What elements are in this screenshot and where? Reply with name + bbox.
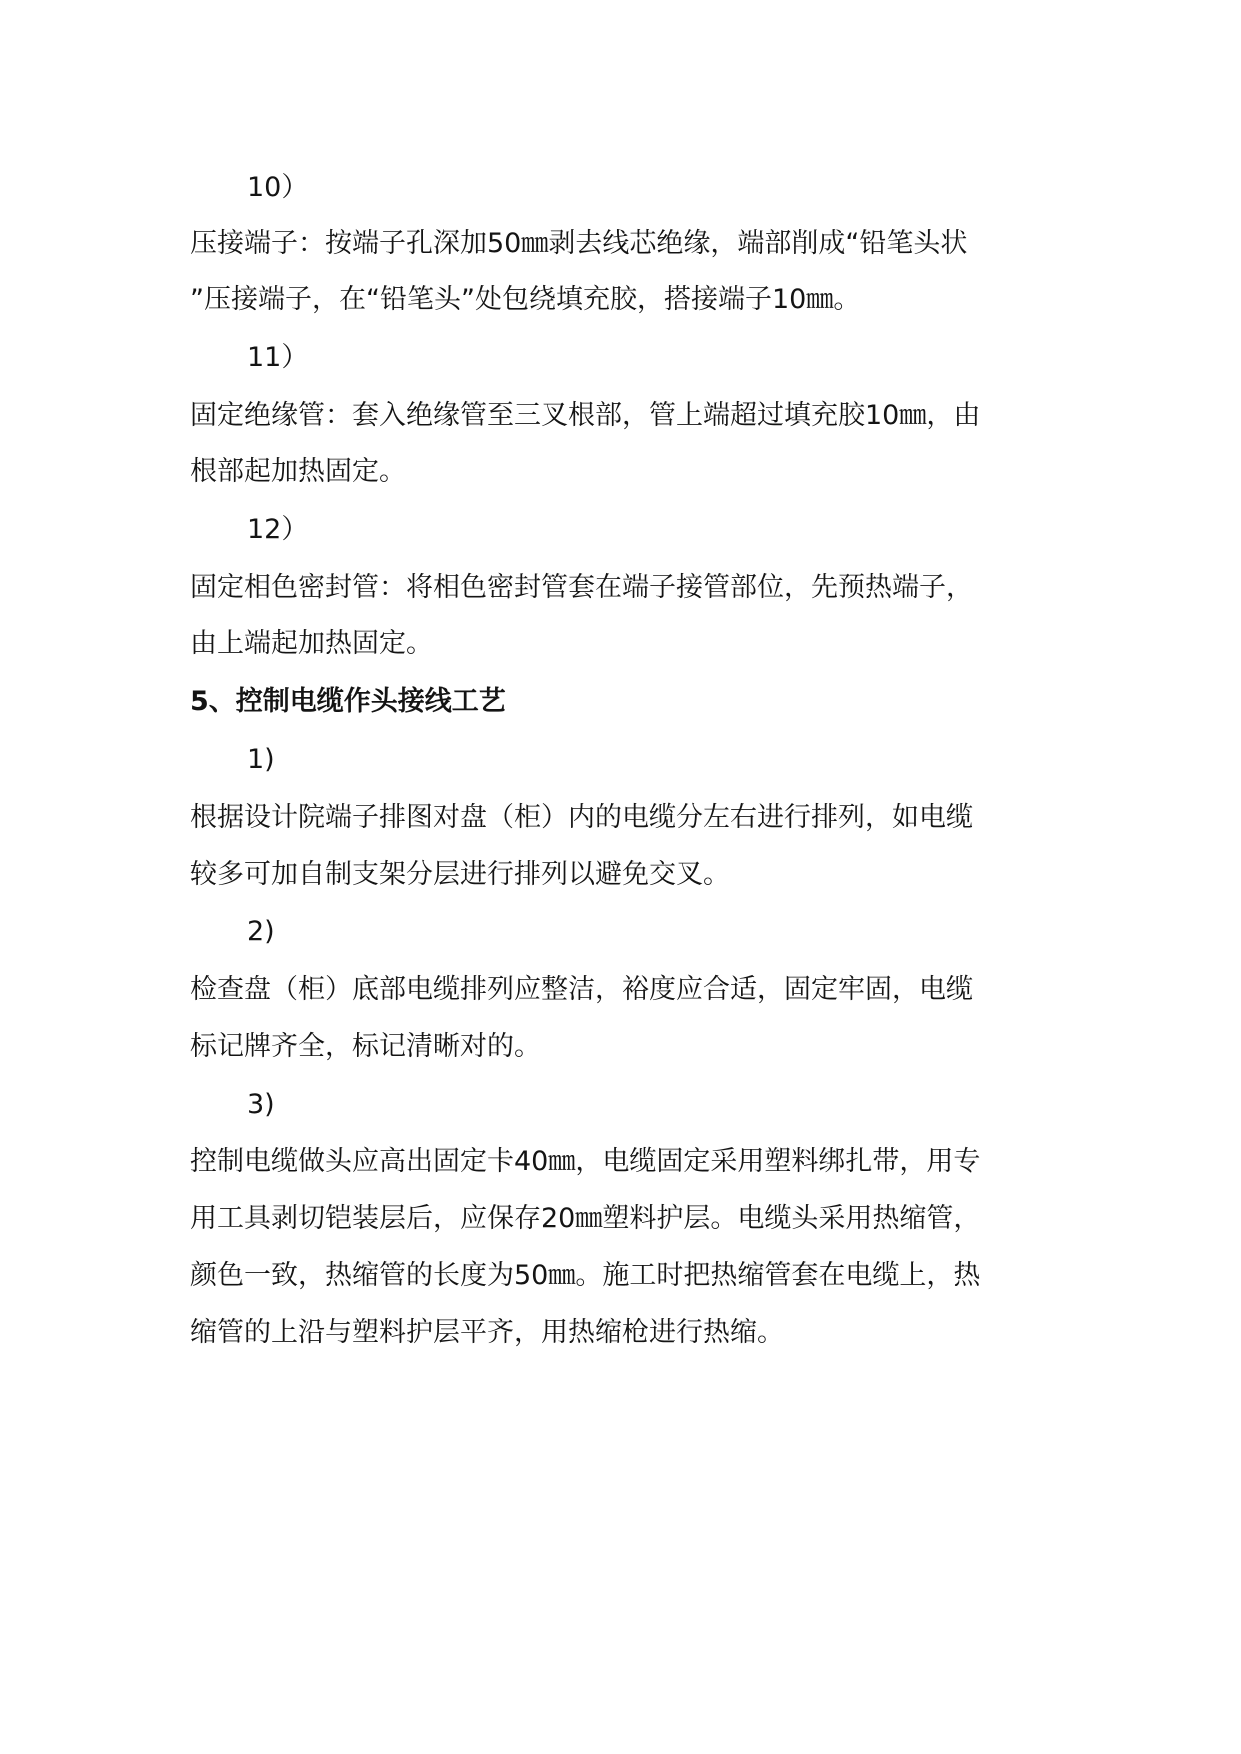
paragraph-line: 根据设计院端子排图对盘（柜）内的电缆分左右进行排列，如电缆 — [190, 802, 973, 833]
paragraph-line: 检查盘（柜）底部电缆排列应整洁，裕度应合适，固定牢固，电缆 — [190, 974, 973, 1005]
paragraph-line: 根部起加热固定。 — [190, 456, 406, 487]
item-number: 3) — [247, 1089, 275, 1120]
item-number: 12） — [247, 514, 309, 545]
paragraph-line: 固定相色密封管：将相色密封管套在端子接管部位，先预热端子， — [190, 572, 973, 603]
paragraph-line: 固定绝缘管：套入绝缘管至三叉根部，管上端超过填充胶10㎜，由 — [190, 400, 981, 431]
section-heading: 5、控制电缆作头接线工艺 — [190, 686, 506, 717]
paragraph-line: 颜色一致，热缩管的长度为50㎜。施工时把热缩管套在电缆上，热 — [190, 1260, 981, 1291]
item-number: 2) — [247, 916, 275, 947]
paragraph-line: 标记牌齐全，标记清晰对的。 — [190, 1031, 541, 1062]
item-number: 10） — [247, 172, 309, 203]
paragraph-line: 由上端起加热固定。 — [190, 628, 433, 659]
item-number: 1) — [247, 744, 275, 775]
paragraph-line: 较多可加自制支架分层进行排列以避免交叉。 — [190, 859, 730, 890]
item-number: 11） — [247, 342, 309, 373]
paragraph-line: 用工具剥切铠装层后，应保存20㎜塑料护层。电缆头采用热缩管， — [190, 1203, 981, 1234]
paragraph-line: 控制电缆做头应高出固定卡40㎜，电缆固定采用塑料绑扎带，用专 — [190, 1146, 981, 1177]
paragraph-line: 缩管的上沿与塑料护层平齐，用热缩枪进行热缩。 — [190, 1317, 784, 1348]
paragraph-line: 压接端子：按端子孔深加50㎜剥去线芯绝缘，端部削成“铅笔头状 — [190, 228, 968, 259]
paragraph-line: ”压接端子，在“铅笔头”处包绕填充胶，搭接端子10㎜。 — [190, 284, 861, 315]
